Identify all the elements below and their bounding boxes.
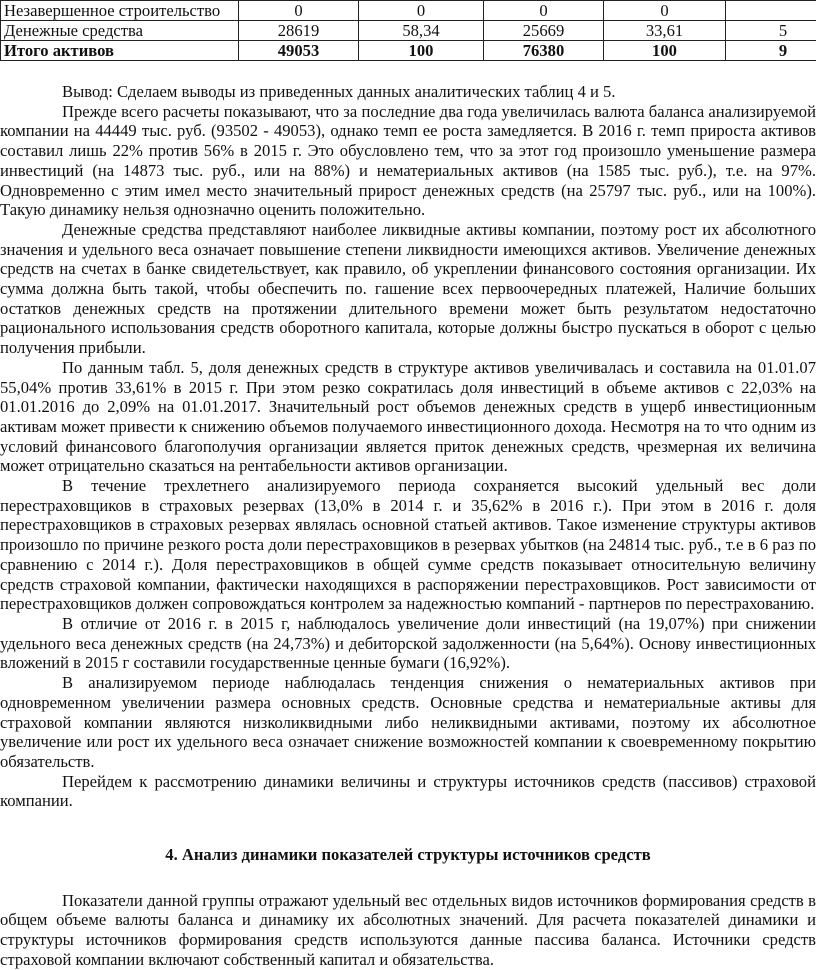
paragraph: Прежде всего расчеты показывают, что за последние два года увеличилась валюта баланса анализируемой компании на 44449 тыс. руб. (93502 - 49053), однако темп ее роста замедляется. В 2016 г. темп прироста активов составил лишь 22% против 56% в 2015 г. Это обусловлено тем, что за этот год произошло уменьшение размера инвестиций (на 14873 тыс. руб., или на 88%) и нематериальных активов (на 1585 тыс. руб.), т.е. на 97%. Одновременно с этим имел место значительный прирост денежных средств (на 25797 тыс. руб., или на 100%). Такую динамику нельзя однозначно оценить положительно.	[0, 102, 816, 220]
table-row	[1, 1, 816, 21]
paragraph: В течение трехлетнего анализируемого периода сохраняется высокий удельный вес доли перестраховщиков в страховых резервах (13,0% в 2014 г. и 35,62% в 2016 г.). При этом в 2016 г. доля перестраховщиков в страховых резервах являлась основной статьей активов. Такое изменение структуры активов произошло по причине резкого роста доли перестраховщиков в резервах убытков (на 24814 тыс. руб., т.е в 6 раз по сравнению с 2014 г.). Доля перестраховщиков в общей сумме средств показывает относительную величину средств страховой компании, фактически находящихся в распоряжении перестраховщиков. Рост зависимости от перестраховщиков должен сопровождаться контролем за надежностью компаний - партнеров по перестрахованию.	[0, 476, 816, 614]
assets-table	[0, 0, 816, 61]
row-label: Итого активов	[1, 41, 239, 61]
paragraph: Показатели данной группы отражают удельный вес отдельных видов источников формирования средств в общем объеме валюты баланса и динамику их абсолютных значений. Для расчета показателей динамики и структуры источников формирования средств используются данные пассива баланса. Источники средств страховой компании включают собственный капитал и обязательства.	[0, 891, 816, 970]
table-cell: 0	[604, 1, 726, 21]
table-cell: 0	[359, 1, 484, 21]
row-label: Денежные средства	[1, 21, 239, 41]
table-cell: 5	[726, 21, 816, 41]
row-label: Незавершенное строительство	[1, 1, 239, 21]
table-cell: 76380	[484, 41, 604, 61]
paragraph: Денежные средства представляют наиболее ликвидные активы компании, поэтому рост их абсолютного значения и удельного веса означает повышение степени ликвидности имеющихся активов. Увеличение денежных средств на счетах в банке свидетельствует, как правило, об укреплении финансового состояния организации. Их сумма должна быть такой, чтобы обеспечить по. гашение всех первоочередных платежей, Наличие больших остатков денежных средств на протяжении длительного времени может быть результатом недостаточно рационального использования средств оборотного капитала, которые должны быстро пускаться в оборот с целью получения прибыли.	[0, 220, 816, 358]
table-cell: 100	[359, 41, 484, 61]
table-cell: 49053	[239, 41, 359, 61]
section-heading: 4. Анализ динамики показателей структуры источников средств	[0, 845, 816, 865]
paragraph: В анализируемом периоде наблюдалась тенденция снижения о нематериальных активов при одновременном увеличении размера основных средств. Основные средства и нематериальные активы для страховой компании являются низколиквидными либо неликвидными активами, поэтому их абсолютное увеличение или рост их удельного веса означает снижение возможностей компании к своевременному покрытию обязательств.	[0, 673, 816, 772]
table-cell: 33,61	[604, 21, 726, 41]
table-cell: 9	[726, 41, 816, 61]
table-cell	[726, 1, 816, 21]
table-cell: 25669	[484, 21, 604, 41]
table-cell: 28619	[239, 21, 359, 41]
paragraph: Перейдем к рассмотрению динамики величины и структуры источников средств (пассивов) страховой компании.	[0, 772, 816, 811]
paragraph-conclusion: Вывод: Сделаем выводы из приведенных данных аналитических таблиц 4 и 5.	[0, 82, 816, 102]
table-row	[1, 21, 816, 41]
table-cell: 58,34	[359, 21, 484, 41]
table-cell: 0	[239, 1, 359, 21]
document-body	[0, 82, 816, 970]
table-cell: 100	[604, 41, 726, 61]
paragraph: В отличие от 2016 г. в 2015 г, наблюдалось увеличение доли инвестиций (на 19,07%) при снижении удельного веса денежных средств (на 24,73%) и дебиторской задолженности (на 5,64%). Основу инвестиционных вложений в 2015 г составили государственные ценные бумаги (16,92%).	[0, 614, 816, 673]
paragraph: По данным табл. 5, доля денежных средств в структуре активов увеличивалась и составила на 01.01.07 55,04% против 33,61% в 2015 г. При этом резко сократилась доля инвестиций в объеме активов с 22,03% на 01.01.2016 до 2,09% на 01.01.2017. Значительный рост объемов денежных средств в ущерб инвестиционным активам может привести к снижению объемов получаемого инвестиционного дохода. Несмотря на то что одним из условий финансового благополучия организации является приток денежных средств, чрезмерная их величина может отрицательно сказаться на рентабельности активов организации.	[0, 358, 816, 476]
table-row-total	[1, 41, 816, 61]
table-cell: 0	[484, 1, 604, 21]
